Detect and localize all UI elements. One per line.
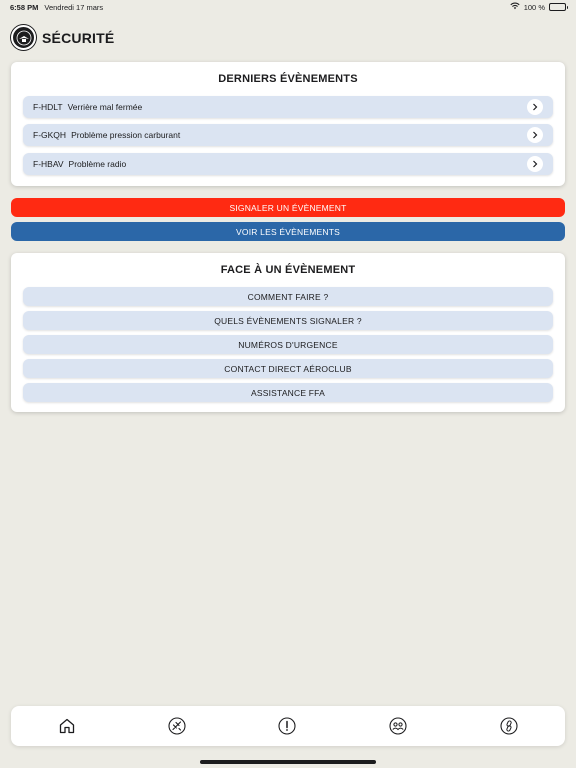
airplane-icon[interactable]: [167, 716, 187, 736]
event-row[interactable]: [23, 124, 553, 146]
home-indicator[interactable]: [200, 760, 376, 764]
chevron-right-icon[interactable]: [527, 156, 543, 172]
contact-aeroclub-button[interactable]: CONTACT DIRECT AÉROCLUB: [23, 359, 553, 378]
recent-events-card: [11, 62, 565, 186]
people-icon[interactable]: [388, 716, 408, 736]
event-registration: F-HDLT: [33, 102, 63, 112]
page-header: [11, 25, 114, 50]
which-events-button[interactable]: QUELS ÉVÈNEMENTS SIGNALER ?: [23, 311, 553, 330]
wifi-icon: [510, 2, 520, 12]
home-icon[interactable]: [57, 716, 77, 736]
chevron-right-icon[interactable]: [527, 127, 543, 143]
aeroclub-logo: [11, 25, 36, 50]
status-right: [510, 2, 566, 12]
link-icon[interactable]: [499, 716, 519, 736]
exclamation-icon[interactable]: [277, 716, 297, 736]
help-title: FACE À UN ÉVÈNEMENT: [220, 264, 356, 276]
recent-events-title: DERNIERS ÉVÈNEMENTS: [218, 73, 358, 85]
chevron-right-icon[interactable]: [527, 99, 543, 115]
event-row[interactable]: [23, 96, 553, 118]
battery-icon: [549, 3, 566, 11]
event-registration: F-HBAV: [33, 159, 64, 169]
event-row[interactable]: [23, 153, 553, 175]
event-description: Problème pression carburant: [71, 130, 181, 140]
view-events-button[interactable]: VOIR LES ÉVÈNEMENTS: [11, 222, 565, 241]
status-date: Vendredi 17 mars: [44, 2, 104, 12]
event-registration: F-GKQH: [33, 130, 67, 140]
status-time: 6:58 PM: [10, 2, 39, 12]
event-description: Problème radio: [68, 159, 127, 169]
ffa-assistance-button[interactable]: ASSISTANCE FFA: [23, 383, 553, 402]
report-event-button[interactable]: SIGNALER UN ÉVÈNEMENT: [11, 198, 565, 217]
status-bar: [0, 0, 576, 14]
event-description: Verrière mal fermée: [67, 102, 143, 112]
how-to-button[interactable]: COMMENT FAIRE ?: [23, 287, 553, 306]
battery-text: 100 %: [523, 2, 545, 12]
page-title: SÉCURITÉ: [42, 29, 115, 46]
tab-bar: [11, 706, 565, 746]
emergency-numbers-button[interactable]: NUMÉROS D'URGENCE: [23, 335, 553, 354]
